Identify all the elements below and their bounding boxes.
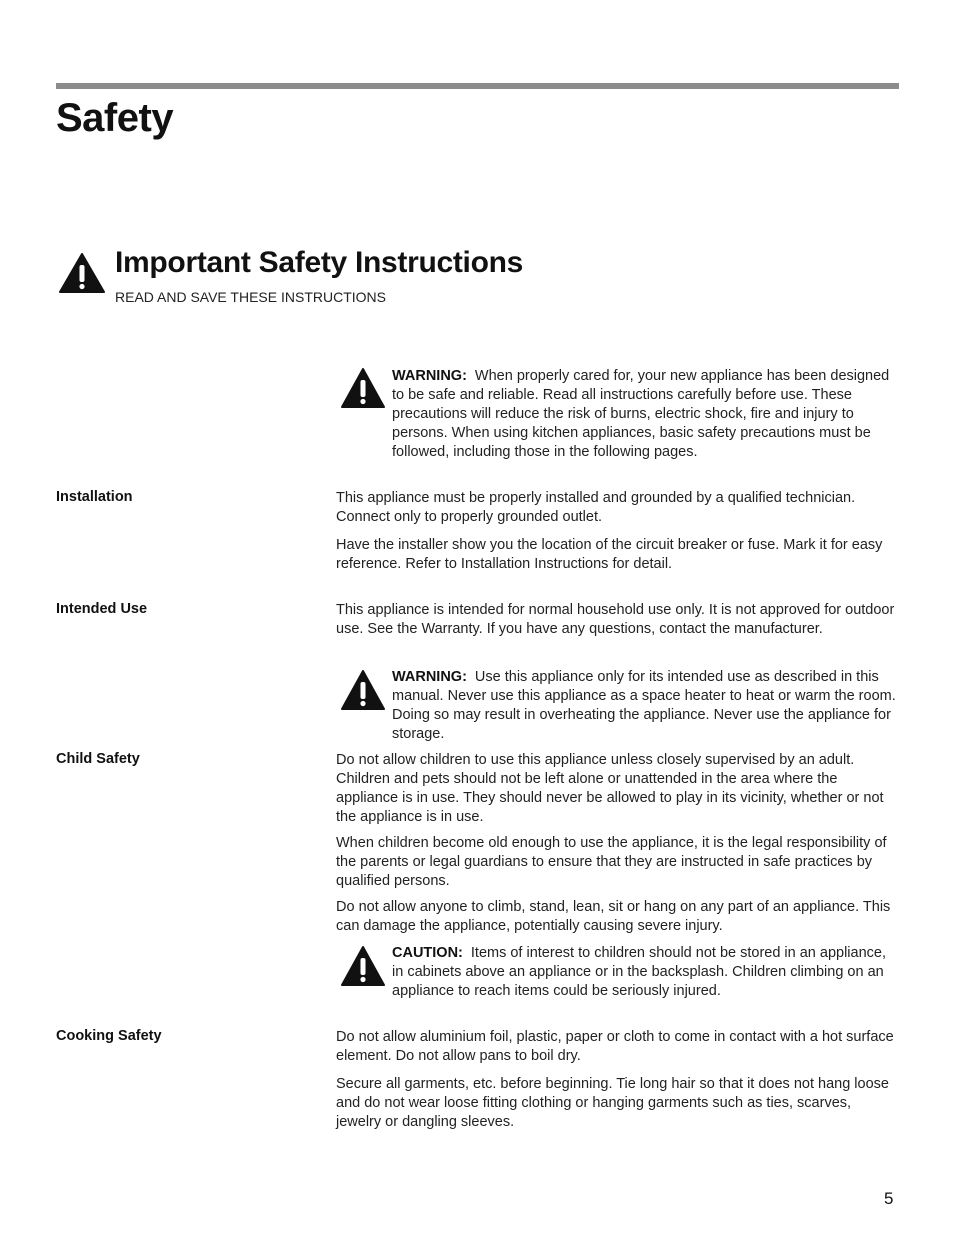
page-title: Safety — [56, 96, 174, 140]
intro-warning — [392, 367, 896, 462]
section-subtitle: READ AND SAVE THESE INSTRUCTIONS — [115, 289, 386, 305]
installation-paragraph: Have the installer show you the location of the circuit breaker or fuse. Mark it for easy reference. Refer to Installation Instructions for detail. — [336, 537, 883, 572]
caution-keyword: CAUTION: — [392, 945, 463, 961]
warning-keyword: WARNING: — [392, 368, 467, 384]
warning-triangle-icon — [340, 945, 386, 987]
child-safety-label: Child Safety — [56, 751, 140, 767]
warning-triangle-icon — [58, 252, 106, 294]
warning-keyword: WARNING: — [392, 669, 467, 685]
caution-text: Items of interest to children should not be stored in an appliance, in cabinets above an appliance or in the backsplash. Children climbing on an appliance to reach items could be seriously injured. — [392, 945, 887, 999]
top-rule — [56, 83, 899, 89]
intended-use-paragraph: This appliance is intended for normal household use only. It is not approved for outdoor use. See the Warranty. If you have any questions, contact the manufacturer. — [336, 602, 895, 637]
page-number: 5 — [884, 1189, 894, 1208]
intended-use-label: Intended Use — [56, 601, 148, 617]
intended-use-warning — [392, 668, 896, 744]
child-safety-paragraph: Do not allow anyone to climb, stand, lean, sit or hang on any part of an appliance. This can damage the appliance, potentially causing severe injury. — [336, 899, 891, 934]
section-title: Important Safety Instructions — [115, 246, 524, 279]
warning-triangle-icon — [340, 669, 386, 711]
warning-triangle-icon — [340, 367, 386, 409]
warning-text: When properly cared for, your new appliance has been designed to be safe and reliable. Read all instructions carefully before use. These precautions will reduce the risk of burns, electric shock, fire and injury to persons. When using kitchen appliances, basic safety precautions must be followed, including those in the following pages. — [392, 368, 890, 460]
warning-text: Use this appliance only for its intended use as described in this manual. Never use this appliance as a space heater to heat or warm the room. Doing so may result in overheating the appliance. Never use the appliance for storage. — [392, 669, 896, 742]
child-safety-caution — [392, 944, 896, 1001]
installation-paragraph: This appliance must be properly installed and grounded by a qualified technician. Connect only to properly grounded outlet. — [336, 490, 856, 525]
cooking-safety-paragraph: Secure all garments, etc. before beginning. Tie long hair so that it does not hang loose and do not wear loose fitting clothing or hanging garments such as ties, scarves, jewelry or dangling sleeves. — [336, 1076, 889, 1130]
installation-label: Installation — [56, 489, 133, 505]
cooking-safety-label: Cooking Safety — [56, 1028, 162, 1044]
child-safety-paragraph: When children become old enough to use the appliance, it is the legal responsibility of the parents or legal guardians to ensure that they are instructed in safe practices by qualified persons. — [336, 835, 887, 889]
child-safety-paragraph: Do not allow children to use this appliance unless closely supervised by an adult. Children and pets should not be left alone or unattended in the area where the appliance is in use. They should never be allowed to play in its vicinity, whether or not the appliance is in use. — [336, 752, 884, 825]
cooking-safety-paragraph: Do not allow aluminium foil, plastic, paper or cloth to come in contact with a hot surface element. Do not allow pans to boil dry. — [336, 1029, 894, 1064]
